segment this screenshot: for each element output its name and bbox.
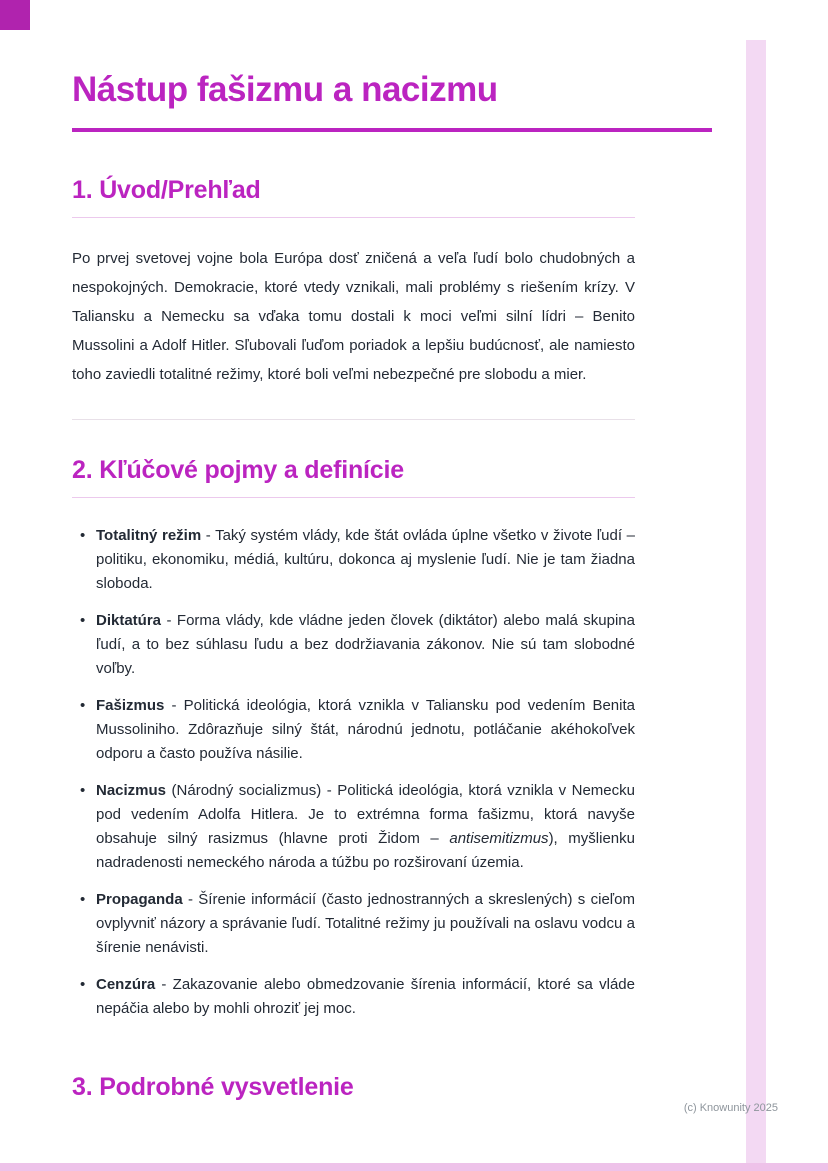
term-item bbox=[80, 524, 635, 596]
term-segment-normal: (Národný socializmus) - Politická ideológia, ktorá vznikla v Nemecku pod vedením Adolfa Hitlera. Je to extrémna forma fašizmu, ktorá navyše obsahuje silný rasizmus (hlavne proti Židom – bbox=[96, 782, 635, 848]
section-heading-detail: 3. Podrobné vysvetlenie bbox=[72, 1073, 354, 1102]
term-item bbox=[80, 609, 635, 681]
section-divider bbox=[72, 419, 635, 420]
term-item bbox=[80, 973, 635, 1021]
term-segment-normal: ), myšlienku nadradenosti nemeckého národa a túžbu po rozširovaní územia. bbox=[96, 830, 635, 872]
term-segment-bold: Diktatúra bbox=[96, 612, 162, 630]
section-intro-header bbox=[72, 176, 635, 218]
term-segment-normal: - Zakazovanie alebo obmedzovanie šírenia informácií, ktoré sa vláde nepáčia alebo by mohli ohroziť jej moc. bbox=[96, 976, 635, 1018]
corner-accent-square bbox=[0, 0, 30, 30]
term-segment-italic: antisemitizmus bbox=[449, 830, 549, 848]
term-segment-normal: - Šírenie informácií (často jednostranných a skreslených) s cieľom ovplyvniť názory a správanie ľudí. Totalitné režimy ju používali na oslavu vodcu a šírenie nenávisti. bbox=[96, 891, 635, 957]
term-segment-bold: Cenzúra bbox=[96, 976, 156, 994]
term-segment-normal: - Taký systém vlády, kde štát ovláda úplne všetko v živote ľudí – politiku, ekonomiku, médiá, kultúru, dokonca aj myslenie ľudí. Nie je tam žiadna sloboda. bbox=[96, 527, 635, 593]
section-key-terms-header bbox=[72, 456, 635, 498]
intro-paragraph: Po prvej svetovej vojne bola Európa dosť zničená a veľa ľudí bolo chudobných a nespokojných. Demokracie, ktoré vtedy vznikali, mali problémy s riešením krízy. V Taliansku a Nemecku sa vďaka tomu dostali k moci veľmi silní lídri – Benito Mussolini a Adolf Hitler. Sľubovali ľuďom poriadok a lepšiu budúcnosť, ale namiesto toho zaviedli totalitné režimy, ktoré boli veľmi nebezpečné pre slobodu a mier. bbox=[72, 250, 635, 384]
term-segment-bold: Totalitný režim bbox=[96, 527, 202, 545]
key-terms-list bbox=[72, 524, 635, 1021]
content-column bbox=[72, 0, 635, 1102]
term-item bbox=[80, 888, 635, 960]
term-segment-bold: Fašizmus bbox=[96, 697, 165, 715]
section-heading-key-terms: 2. Kľúčové pojmy a definície bbox=[72, 456, 404, 485]
section-heading-intro: 1. Úvod/Prehľad bbox=[72, 176, 261, 205]
footer-credit: (c) Knowunity 2025 bbox=[683, 1102, 778, 1114]
page-title: Nástup fašizmu a nacizmu bbox=[72, 70, 498, 109]
term-segment-normal: - Forma vlády, kde vládne jeden človek (diktátor) alebo malá skupina ľudí, a to bez súhlasu ľudu a bez dodržiavania zákonov. Nie sú tam slobodné voľby. bbox=[96, 612, 635, 678]
section-detail-header bbox=[72, 1073, 635, 1102]
term-item bbox=[80, 779, 635, 875]
term-segment-bold: Nacizmus bbox=[96, 782, 167, 800]
title-rule bbox=[72, 128, 712, 132]
term-item bbox=[80, 694, 635, 766]
right-edge-strip bbox=[746, 40, 766, 1163]
bottom-edge-bar bbox=[0, 1163, 828, 1171]
term-segment-bold: Propaganda bbox=[96, 891, 183, 909]
term-segment-normal: - Politická ideológia, ktorá vznikla v Taliansku pod vedením Benita Mussoliniho. Zdôrazňuje silný štát, národnú jednotu, potláčanie akéhokoľvek odporu a často používa násilie. bbox=[96, 697, 635, 763]
